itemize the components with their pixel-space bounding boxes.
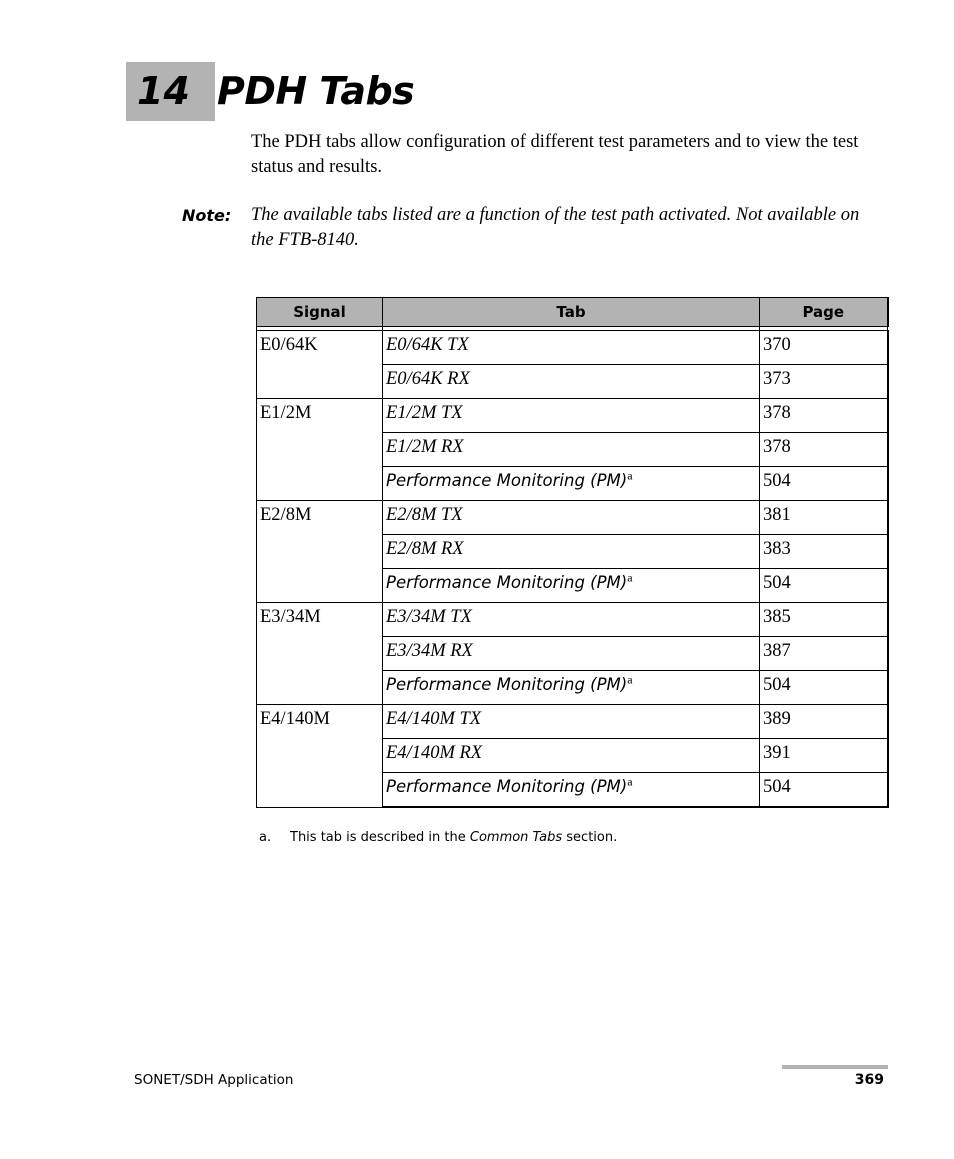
table-row: [257, 637, 888, 671]
footer-rule: [782, 1065, 888, 1069]
table-body: [257, 327, 888, 808]
tab-name: Performance Monitoring (PM): [386, 675, 628, 694]
signal-cell: E0/64K: [257, 331, 383, 365]
page-cell: 370: [760, 331, 888, 365]
page-cell: 387: [760, 637, 888, 671]
page-cell: 504: [760, 773, 888, 808]
signal-cell: E2/8M: [257, 501, 383, 535]
tab-cell: [383, 467, 760, 501]
footnote-mark: a.: [259, 830, 272, 845]
tab-cell: [383, 501, 760, 535]
tab-cell: [383, 433, 760, 467]
footnote: [259, 828, 617, 848]
header-tab: Tab: [383, 298, 760, 327]
tab-name: E0/64K RX: [386, 369, 470, 389]
page-cell: 385: [760, 603, 888, 637]
chapter-number: 14: [137, 69, 190, 113]
footer-title: SONET/SDH Application: [134, 1072, 294, 1088]
tab-name: E3/34M TX: [386, 607, 472, 627]
tab-name: E1/2M TX: [386, 403, 463, 423]
signal-cell-empty: [257, 433, 383, 467]
tab-cell: [383, 705, 760, 739]
tab-name: E4/140M TX: [386, 709, 482, 729]
table-row: [257, 535, 888, 569]
table-row: [257, 603, 888, 637]
intro-paragraph: The PDH tabs allow configuration of different test parameters and to view the test status and results.: [251, 132, 859, 177]
page-cell: 504: [760, 569, 888, 603]
table-row: [257, 501, 888, 535]
footnote-text-before: This tab is described in the: [290, 830, 470, 845]
page-number: 369: [854, 1072, 884, 1088]
header-page: Page: [760, 298, 888, 327]
tab-cell: [383, 569, 760, 603]
table-row: [257, 433, 888, 467]
table-row: [257, 705, 888, 739]
note-text: The available tabs listed are a function of the test path activated. Not available on the FTB-8140.: [251, 205, 860, 250]
tab-name: Performance Monitoring (PM): [386, 777, 628, 796]
tab-name: E0/64K TX: [386, 335, 469, 355]
signal-cell: E3/34M: [257, 603, 383, 637]
chapter-title: PDH Tabs: [217, 69, 415, 113]
tab-name: E2/8M TX: [386, 505, 463, 525]
table-row: [257, 467, 888, 501]
tab-cell: [383, 535, 760, 569]
table-header-row: [257, 298, 888, 327]
table-row: [257, 365, 888, 399]
page-cell: 378: [760, 399, 888, 433]
footnote-ref: a: [627, 774, 633, 789]
signal-cell-empty: [257, 773, 383, 808]
tab-cell: [383, 399, 760, 433]
page-cell: 389: [760, 705, 888, 739]
footnote-emphasis: Common Tabs: [469, 830, 563, 845]
header-signal: Signal: [257, 298, 383, 327]
note-label: Note:: [182, 206, 232, 225]
signal-cell-empty: [257, 535, 383, 569]
table-row: [257, 399, 888, 433]
table-row: [257, 671, 888, 705]
tab-cell: [383, 773, 760, 808]
page-cell: 504: [760, 467, 888, 501]
page-cell: 391: [760, 739, 888, 773]
signal-cell-empty: [257, 739, 383, 773]
table-row: [257, 773, 888, 808]
footnote-ref: a: [627, 468, 633, 483]
tab-name: E3/34M RX: [386, 641, 473, 661]
tab-name: Performance Monitoring (PM): [386, 573, 628, 592]
tab-cell: [383, 331, 760, 365]
page-cell: 383: [760, 535, 888, 569]
page-cell: 504: [760, 671, 888, 705]
footnote-text-after: section.: [562, 830, 618, 845]
page-cell: 373: [760, 365, 888, 399]
signal-cell: E1/2M: [257, 399, 383, 433]
page-cell: 378: [760, 433, 888, 467]
footnote-ref: a: [627, 570, 633, 585]
table-row: [257, 739, 888, 773]
tab-cell: [383, 603, 760, 637]
signal-cell: E4/140M: [257, 705, 383, 739]
pdh-tabs-table: [256, 297, 889, 808]
tab-name: E2/8M RX: [386, 539, 464, 559]
table-row: [257, 331, 888, 365]
page-cell: 381: [760, 501, 888, 535]
signal-cell-empty: [257, 365, 383, 399]
signal-cell-empty: [257, 671, 383, 705]
tab-name: E4/140M RX: [386, 743, 483, 763]
tab-cell: [383, 739, 760, 773]
tab-cell: [383, 365, 760, 399]
signal-cell-empty: [257, 637, 383, 671]
tab-name: Performance Monitoring (PM): [386, 471, 628, 490]
tab-cell: [383, 637, 760, 671]
table-row: [257, 569, 888, 603]
tab-cell: [383, 671, 760, 705]
tab-name: E1/2M RX: [386, 437, 464, 457]
signal-cell-empty: [257, 467, 383, 501]
signal-cell-empty: [257, 569, 383, 603]
footnote-ref: a: [627, 672, 633, 687]
